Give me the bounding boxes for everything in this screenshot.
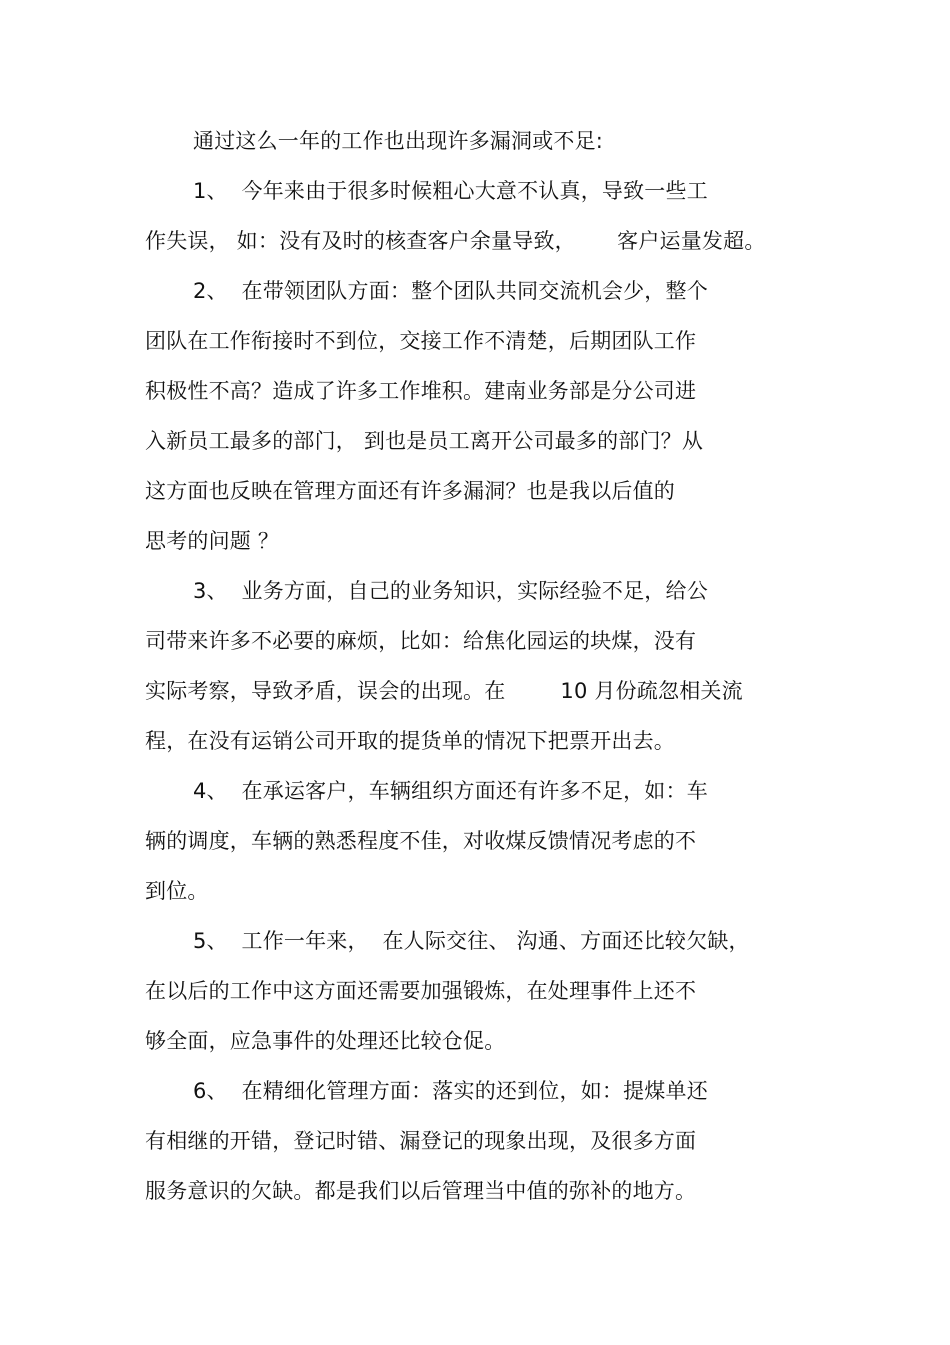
item-5-line-3: 够全面，应急事件的处理还比较仓促。 <box>145 1029 506 1053</box>
item-2-line-3: 积极性不高？造成了许多工作堆积。建南业务部是分公司进 <box>145 379 697 403</box>
item-4-line-2: 辆的调度，车辆的熟悉程度不佳，对收煤反馈情况考虑的不 <box>145 829 697 853</box>
item-4-line-1: 4、 在承运客户，车辆组织方面还有许多不足，如：车 <box>193 779 708 803</box>
item-6-line-2: 有相继的开错，登记时错、漏登记的现象出现，及很多方面 <box>145 1129 697 1153</box>
item-2-line-6: 思考的问题 ？ <box>145 529 280 553</box>
item-3-line-4: 程，在没有运销公司开取的提货单的情况下把票开出去。 <box>145 729 675 753</box>
item-2-line-5: 这方面也反映在管理方面还有许多漏洞？也是我以后值的 <box>145 479 675 503</box>
item-4-line-3: 到位。 <box>145 879 209 903</box>
item-3-line-2: 司带来许多不必要的麻烦，比如：给焦化园运的块煤，没有 <box>145 629 697 653</box>
item-5-line-1: 5、 工作一年来， 在人际交往、 沟通、方面还比较欠缺， <box>193 929 750 953</box>
item-3-line-3: 实际考察，导致矛盾，误会的出现。在 10 月份疏忽相关流 <box>145 679 743 703</box>
item-2-line-4: 入新员工最多的部门， 到也是员工离开公司最多的部门？从 <box>145 429 704 453</box>
intro-line: 通过这么一年的工作也出现许多漏洞或不足: <box>193 129 604 153</box>
item-2-line-1: 2、 在带领团队方面：整个团队共同交流机会少，整个 <box>193 279 708 303</box>
item-6-line-3: 服务意识的欠缺。都是我们以后管理当中值的弥补的地方。 <box>145 1179 697 1203</box>
item-1-line-2: 作失误， 如：没有及时的核查客户余量导致， 客户运量发超。 <box>145 229 766 253</box>
item-6-line-1: 6、 在精细化管理方面：落实的还到位，如：提煤单还 <box>193 1079 708 1103</box>
item-3-line-1: 3、 业务方面，自己的业务知识，实际经验不足，给公 <box>193 579 708 603</box>
item-1-line-1: 1、 今年来由于很多时候粗心大意不认真，导致一些工 <box>193 179 708 203</box>
item-5-line-2: 在以后的工作中这方面还需要加强锻炼，在处理事件上还不 <box>145 979 697 1003</box>
item-2-line-2: 团队在工作衔接时不到位，交接工作不清楚，后期团队工作 <box>145 329 697 353</box>
